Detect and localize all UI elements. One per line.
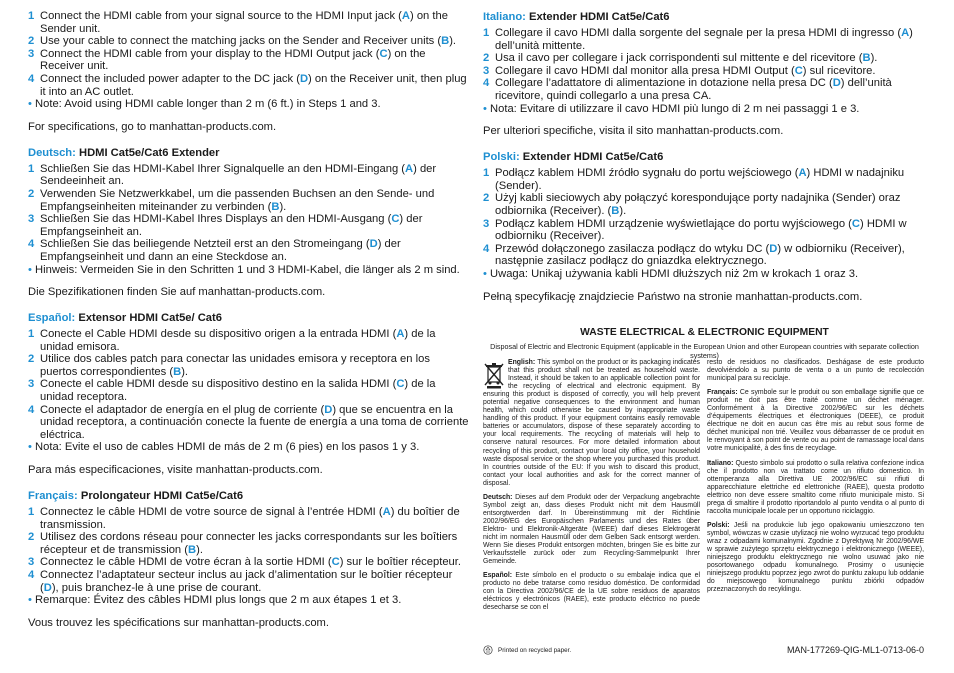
step-number: 3 <box>28 556 35 569</box>
note-text: Note: Avoid using HDMI cable longer than 2 m (6 ft.) in Steps 1 and 3. <box>35 98 381 111</box>
recycle-icon <box>483 645 493 655</box>
step-text: ). <box>449 35 457 48</box>
section-français <box>28 489 470 630</box>
step-number: 2 <box>28 187 35 200</box>
more-info: Die Spezifikationen finden Sie auf manhattan-products.com. <box>28 286 326 299</box>
step-1 <box>28 163 470 188</box>
jack-letter: A <box>401 10 410 22</box>
step-text: ) HDMI w nadajniku (Sender). <box>495 167 905 192</box>
step-2 <box>483 52 926 65</box>
document-code: MAN-177269-QIG-ML1-0713-06-0 <box>786 645 924 655</box>
note: • Hinweis: Vermeiden Sie in den Schritten 1 und 3 HDMI-Kabel, die länger als 2 m sind. <box>28 263 460 276</box>
step-4 <box>483 77 926 102</box>
step-text: Collegare il cavo HDMI dal monitor alla presa HDMI Output ( <box>495 64 795 77</box>
weee-paragraph <box>707 460 924 516</box>
step-number: 2 <box>483 52 490 65</box>
jack-letter: C <box>396 378 405 391</box>
note: • Nota: Evite el uso de cables HDMI de más de 2 m (6 pies) en los pasos 1 y 3. <box>28 441 420 454</box>
step-text: ) der Empfangseinheit und dann an eine Steckdose an. <box>40 238 401 263</box>
step-text: Przewód dołączonego zasilacza podłącz do wtyku DC ( <box>495 242 770 255</box>
product-title: Extensor HDMI Cat5e/ Cat6 <box>78 312 222 325</box>
step-number: 4 <box>483 77 490 90</box>
section-deutsch <box>28 146 470 299</box>
step-number: 1 <box>28 162 35 175</box>
weee-language: English: <box>508 359 536 366</box>
step-text: ) que se encuentra en la unidad receptora, a continuación conecte la fuente de energía a una toma de corriente eléctrica. <box>40 403 469 441</box>
step-text: ). <box>279 200 287 213</box>
step-number: 3 <box>28 47 35 60</box>
step-text: Conecte el cable HDMI desde su dispositivo destino en la salida HDMI ( <box>40 378 397 391</box>
jack-letter: D <box>299 72 309 85</box>
jack-letter: B <box>188 543 197 556</box>
weee-paragraph <box>707 522 924 594</box>
step-2 <box>28 35 470 48</box>
step-text: Connectez le câble HDMI de votre source de signal à l’entrée HDMI ( <box>40 506 383 519</box>
step-number: 4 <box>28 569 35 581</box>
step-text: Connect the HDMI cable from your display to the HDMI Output jack ( <box>40 47 380 60</box>
product-title: Extender HDMI Cat5e/Cat6 <box>529 11 670 23</box>
step-4 <box>28 569 470 594</box>
note-text: Remarque: Évitez des câbles HDMI plus longs que 2 m aux étapes 1 et 3. <box>35 594 402 607</box>
steps <box>483 167 926 268</box>
weee-right-column <box>707 359 924 600</box>
step-2 <box>28 353 470 378</box>
step-text: ) on the Receiver unit, then plug it into an AC outlet. <box>40 72 467 98</box>
step-text: Schließen Sie das beiliegende Netzteil erst an den Stromeingang ( <box>40 238 370 251</box>
step-text: Verwenden Sie Netzwerkkabel, um die passenden Buchsen an den Sende- und Empfangseinheiten miteinander zu verbinden ( <box>40 187 435 213</box>
note-text: Nota: Evite el uso de cables HDMI de más de 2 m (6 pies) en los pasos 1 y 3. <box>35 441 420 454</box>
step-3 <box>28 48 470 73</box>
step-number: 3 <box>28 378 35 391</box>
weee-text: Este símbolo en el producto o su embalaje indica que el producto no debe tratarse como residuo doméstico. De conformidad con la Directiva 2002/96/CE de la UE sobre residuos de aparatos eléctricos y electrónicos (RAEE), este producto eléctrico no puede desecharse se con el <box>483 572 700 612</box>
steps <box>483 27 926 103</box>
step-text: ) de la unidad emisora. <box>40 328 436 353</box>
step-3 <box>28 378 470 403</box>
step-text: Connectez le câble HDMI de votre écran à la sortie HDMI ( <box>40 556 332 569</box>
step-3 <box>28 213 470 238</box>
jack-letter: C <box>391 213 400 226</box>
step-text: Użyj kabli sieciowych aby połączyć korespondujące porty nadajnika (Sender) oraz odbiornika (Receiver). ( <box>495 192 901 217</box>
step-number: 2 <box>28 35 35 48</box>
step-text: ). <box>619 204 627 217</box>
weee-text: resto de residuos no clasificados. Deshágase de este producto devolviéndolo a su punto de venta o a un punto de recolección municipal para su reciclaje. <box>707 359 924 383</box>
product-title: Extender HDMI Cat5e/Cat6 <box>522 151 664 164</box>
weee-text: This symbol on the product or its packaging indicates that this product shall not be treated as household waste. Instead, it should be taken to an applicable collection point for the recycling of electrical and electronic equipment. By ensuring this product is disposed of correctly, you will help prevent potential negative consequences to the environment and human health, which could otherwise be caused by inappropriate waste handling of this product. If your equipment contains easily removable batteries or accumulators, dispose of these separately according to your local requirements. The recycling of materials will help to conserve natural resources. For more detailed information about recycling of this product, contact your local city office, your household waste disposal service or the shop where you purchased this product. In countries outside of the EU: If you wish to discard this product, contact your local authorities and ask for the correct manner of disposal. <box>483 359 700 487</box>
step-text: ) sur le boîtier récepteur. <box>339 556 461 569</box>
step-number: 3 <box>28 213 35 226</box>
steps <box>28 163 470 264</box>
more-info: Vous trouvez les spécifications sur manhattan-products.com. <box>28 616 329 629</box>
step-text: ). <box>181 365 189 378</box>
weee-paragraph <box>707 359 924 383</box>
weee-language: Español: <box>483 572 513 580</box>
more-info: Per ulteriori specifiche, visita il sito manhattan-products.com. <box>483 125 784 138</box>
note: • Nota: Evitare di utilizzare il cavo HDMI più lungo di 2 m nei passaggi 1 e 3. <box>483 102 860 115</box>
step-number: 3 <box>483 64 490 77</box>
step-text: Connectez l’adaptateur secteur inclus au jack d’alimentation sur le boîtier récepteur ( <box>40 569 453 594</box>
step-text: Utilisez des cordons réseau pour connecter les jacks correspondants sur les boîtiers récepteur et de transmission ( <box>40 531 458 556</box>
section-italiano <box>483 10 926 138</box>
step-text: ) der Sendeeinheit an. <box>40 162 437 188</box>
step-3 <box>28 556 470 569</box>
section-heading <box>28 489 470 503</box>
step-4 <box>483 243 926 268</box>
step-text: ) de la unidad receptora. <box>40 378 436 404</box>
step-text: Usa il cavo per collegare i jack corrispondenti sul mittente e del ricevitore ( <box>495 52 863 65</box>
step-text: Conecte el Cable HDMI desde su dispositivo origen a la entrada HDMI ( <box>40 328 397 341</box>
steps <box>28 506 470 594</box>
weee-language: Polski: <box>707 521 730 529</box>
weee-language: Italiano: <box>707 459 734 467</box>
weee-paragraph <box>707 389 924 453</box>
step-text: ) on the Sender unit. <box>40 10 448 35</box>
weee-paragraph <box>483 359 700 488</box>
step-text: Connect the included power adapter to the DC jack ( <box>40 72 300 85</box>
step-text: ) der Empfangseinheit an. <box>40 213 423 238</box>
jack-letter: B <box>271 200 280 213</box>
product-title: HDMI Cat5e/Cat6 Extender <box>78 146 220 159</box>
language-label: Italiano: <box>483 11 526 23</box>
note: • Remarque: Évitez des câbles HDMI plus longs que 2 m aux étapes 1 et 3. <box>28 594 402 607</box>
step-text: Connect the HDMI cable from your signal source to the HDMI Input jack ( <box>40 10 402 22</box>
weee-text: Questo simbolo sui prodotto o sulla relativa confezione indica che il prodotto non va trattato come un rifiuto domestico. In ottemperanza alla Direttiva UE 2002/96/EC sui rifiuti di apparecchiature elettriche ed elettroniche (RAEE), questa prodotto elettrico non deve essere smaltito come rifiuto municipale misto. Si prega di smaltire il prodotto riportandolo al punto vendita o al punto di raccolta municipale locale per un opportuno riciclaggio. <box>707 459 924 515</box>
step-text: Use your cable to connect the matching jacks on the Sender and Receiver units ( <box>40 35 442 48</box>
section-english <box>28 10 470 134</box>
note-text: Uwaga: Unikaj używania kabli HDMI dłuższych niż 2m w krokach 1 oraz 3. <box>490 267 859 280</box>
step-number: 1 <box>483 27 490 39</box>
step-number: 4 <box>28 72 35 85</box>
jack-letter: D <box>369 238 378 251</box>
jack-letter: C <box>851 217 861 230</box>
step-number: 2 <box>28 531 35 544</box>
jack-letter: A <box>382 506 391 519</box>
step-text: Schließen Sie das HDMI-Kabel Ihrer Signalquelle an den HDMI-Eingang ( <box>40 162 406 175</box>
weee-text: Dieses auf dem Produkt oder der Verpackung angebrachte Symbol zeigt an, dass dieses Produkt nicht mit dem Hausmüll entsorgtwerden darf. In Übereinstimmung mit der Richtlinie 2002/96/EG des Europäischen Parlaments und des Rates über Elektro- und Elektronik-Altgeräte (WEEE) darf dieses Elektrogerät nicht im normalen Hausmüll oder dem Gelben Sack entsorgt werden. Wenn Sie dieses Produkt entsorgen möchten, bringen Sie es bitte zur Verkaufsstelle zurück oder zum Recycling-Sammelpunkt Ihrer Gemeinde. <box>483 493 701 566</box>
language-label: Deutsch: <box>28 146 76 159</box>
step-3 <box>483 218 926 243</box>
jack-letter: A <box>901 27 910 39</box>
step-2 <box>28 531 470 556</box>
step-4 <box>28 404 470 442</box>
jack-letter: A <box>396 328 405 341</box>
step-text: ) du boîtier de transmission. <box>40 506 460 531</box>
recycled-text: Printed on recycled paper. <box>498 646 572 654</box>
step-number: 1 <box>483 167 490 180</box>
weee-text: Ce symbole sur le produit ou son emballage signifie que ce produit ne doit pas être traité comme un déchet ménager. Conformément à la Directive 2002/96/EC sur les déchets d’équipements électriques et électroniques (DEEE), ce produit électrique ne doit en aucun cas être mis au rebut sous forme de déchet municipal non trié. Veuillez vous débarrasser de ce produit en le renvoyant à son point de vente ou au point de ramassage local dans votre municipalité, à des fins de recyclage. <box>707 389 924 453</box>
weee-language: Deutsch: <box>483 493 513 501</box>
product-title: Prolongateur HDMI Cat5e/Cat6 <box>80 490 244 503</box>
jack-letter: D <box>832 77 841 90</box>
weee-language: Français: <box>707 389 738 397</box>
step-number: 4 <box>28 238 35 251</box>
step-number: 1 <box>28 328 35 341</box>
section-español <box>28 311 470 477</box>
section-polski <box>483 150 926 303</box>
step-1 <box>28 328 470 353</box>
step-text: ) sul ricevitore. <box>802 64 876 77</box>
step-text: Utilice dos cables patch para conectar las unidades emisora y receptora en los puertos correspondientes ( <box>40 353 430 378</box>
step-text: ) HDMI w odbiorniku (Receiver). <box>495 217 907 243</box>
step-number: 4 <box>28 403 35 416</box>
step-3 <box>483 65 926 78</box>
step-text: Conecte el adaptador de energía en el plug de corriente ( <box>40 403 325 416</box>
right-column <box>483 10 926 316</box>
step-number: 4 <box>483 242 490 255</box>
jack-letter: D <box>769 242 778 255</box>
weee-subtitle: Disposal of Electric and Electronic Equipment (applicable in the European Union and other European countries with separate collection systems) <box>490 342 919 360</box>
step-1 <box>28 506 470 531</box>
jack-letter: D <box>43 581 52 594</box>
jack-letter: C <box>379 47 388 60</box>
jack-letter: C <box>331 556 340 569</box>
step-text: Collegare il cavo HDMI dalla sorgente del segnale per la presa HDMI di ingresso ( <box>495 27 902 39</box>
more-info: For specifications, go to manhattan-products.com. <box>28 120 277 133</box>
step-number: 1 <box>28 10 35 22</box>
step-text: ), puis branchez-le à une prise de courant. <box>51 581 262 594</box>
recycled-note <box>483 645 571 655</box>
note: • Note: Avoid using HDMI cable longer than 2 m (6 ft.) in Steps 1 and 3. <box>28 98 381 111</box>
left-column <box>28 10 470 642</box>
step-text: ) on the Receiver unit. <box>40 47 426 73</box>
weee-paragraph <box>483 572 700 612</box>
crossed-bin-icon <box>483 361 505 389</box>
step-text: ). <box>870 52 878 65</box>
step-text: ). <box>196 543 203 556</box>
step-1 <box>483 167 926 192</box>
jack-letter: D <box>324 403 333 416</box>
step-text: Collegare l’adattatore di alimentazione in dotazione nella presa DC ( <box>495 77 833 90</box>
english-steps <box>28 10 470 98</box>
jack-letter: B <box>862 52 871 65</box>
weee-title: WASTE ELECTRICAL & ELECTRONIC EQUIPMENT <box>580 327 829 338</box>
more-info: Para más especificaciones, visite manhattan-products.com. <box>28 464 323 477</box>
weee-text: Jeśli na produkcie lub jego opakowaniu umieszczono ten symbol, wówczas w czasie utylizacji nie wolno wyrzucać tego produktu wraz z odpadami komunalnymi. Zgodnie z Dyrektywą Nr 2002/96/WE w sprawie zużytego sprzętu elektrycznego i elektronicznego (WEEE), niniejszego produktu elektrycznego nie wolno usuwać jako nie posortowanego odpadu komunalnego. Prosimy o usunięcie niniejszego produktu poprzez jego zwrot do punktu zakupu lub oddanie do miejscowego komunalnego punktu zbiórki odpadów przeznaczonych do recyklingu. <box>707 521 924 594</box>
more-info: Pełną specyfikację znajdziecie Państwo na stronie manhattan-products.com. <box>483 290 863 303</box>
language-label: Español: <box>28 312 76 325</box>
jack-letter: B <box>173 365 182 378</box>
jack-letter: C <box>794 64 803 77</box>
weee-left-column <box>483 359 700 618</box>
step-4 <box>28 73 470 98</box>
section-heading <box>28 146 470 160</box>
right-sections <box>483 10 926 304</box>
jack-letter: B <box>611 204 620 217</box>
steps <box>28 328 470 441</box>
step-text: ) dell’unità ricevitore, quindi collegarlo a una presa CA. <box>495 77 892 102</box>
jack-letter: A <box>405 162 414 175</box>
note-text: Hinweis: Vermeiden Sie in den Schritten 1 und 3 HDMI-Kabel, die länger als 2 m sind. <box>35 263 460 276</box>
step-number: 2 <box>28 353 35 366</box>
jack-letter: A <box>798 167 807 180</box>
left-sections <box>28 146 470 630</box>
section-heading <box>28 311 470 325</box>
step-text: ) w odbiorniku (Receiver), następnie zasilacz podłącz do gniazdka elektrycznego. <box>495 242 905 268</box>
step-2 <box>28 188 470 213</box>
jack-letter: B <box>441 35 450 48</box>
step-4 <box>28 238 470 263</box>
step-text: ) dell’unità mittente. <box>495 27 913 52</box>
step-text: Podłącz kablem HDMI urządzenie wyświetlające do portu wyjściowego ( <box>495 217 852 230</box>
section-heading <box>483 10 926 24</box>
step-text: Schließen Sie das HDMI-Kabel Ihres Displays an den HDMI-Ausgang ( <box>40 213 392 226</box>
step-1 <box>483 27 926 52</box>
weee-paragraph <box>483 494 700 566</box>
step-2 <box>483 192 926 217</box>
step-number: 2 <box>483 192 490 205</box>
step-number: 1 <box>28 506 35 519</box>
step-1 <box>28 10 470 35</box>
note: • Uwaga: Unikaj używania kabli HDMI dłuższych niż 2m w krokach 1 oraz 3. <box>483 267 859 280</box>
section-heading <box>483 150 926 164</box>
note-text: Nota: Evitare di utilizzare il cavo HDMI più lungo di 2 m nei passaggi 1 e 3. <box>490 102 860 115</box>
step-number: 3 <box>483 217 490 230</box>
language-label: Français: <box>28 490 78 503</box>
step-text: Podłącz kablem HDMI źródło sygnału do portu wejściowego ( <box>495 167 799 180</box>
language-label: Polski: <box>483 151 520 164</box>
